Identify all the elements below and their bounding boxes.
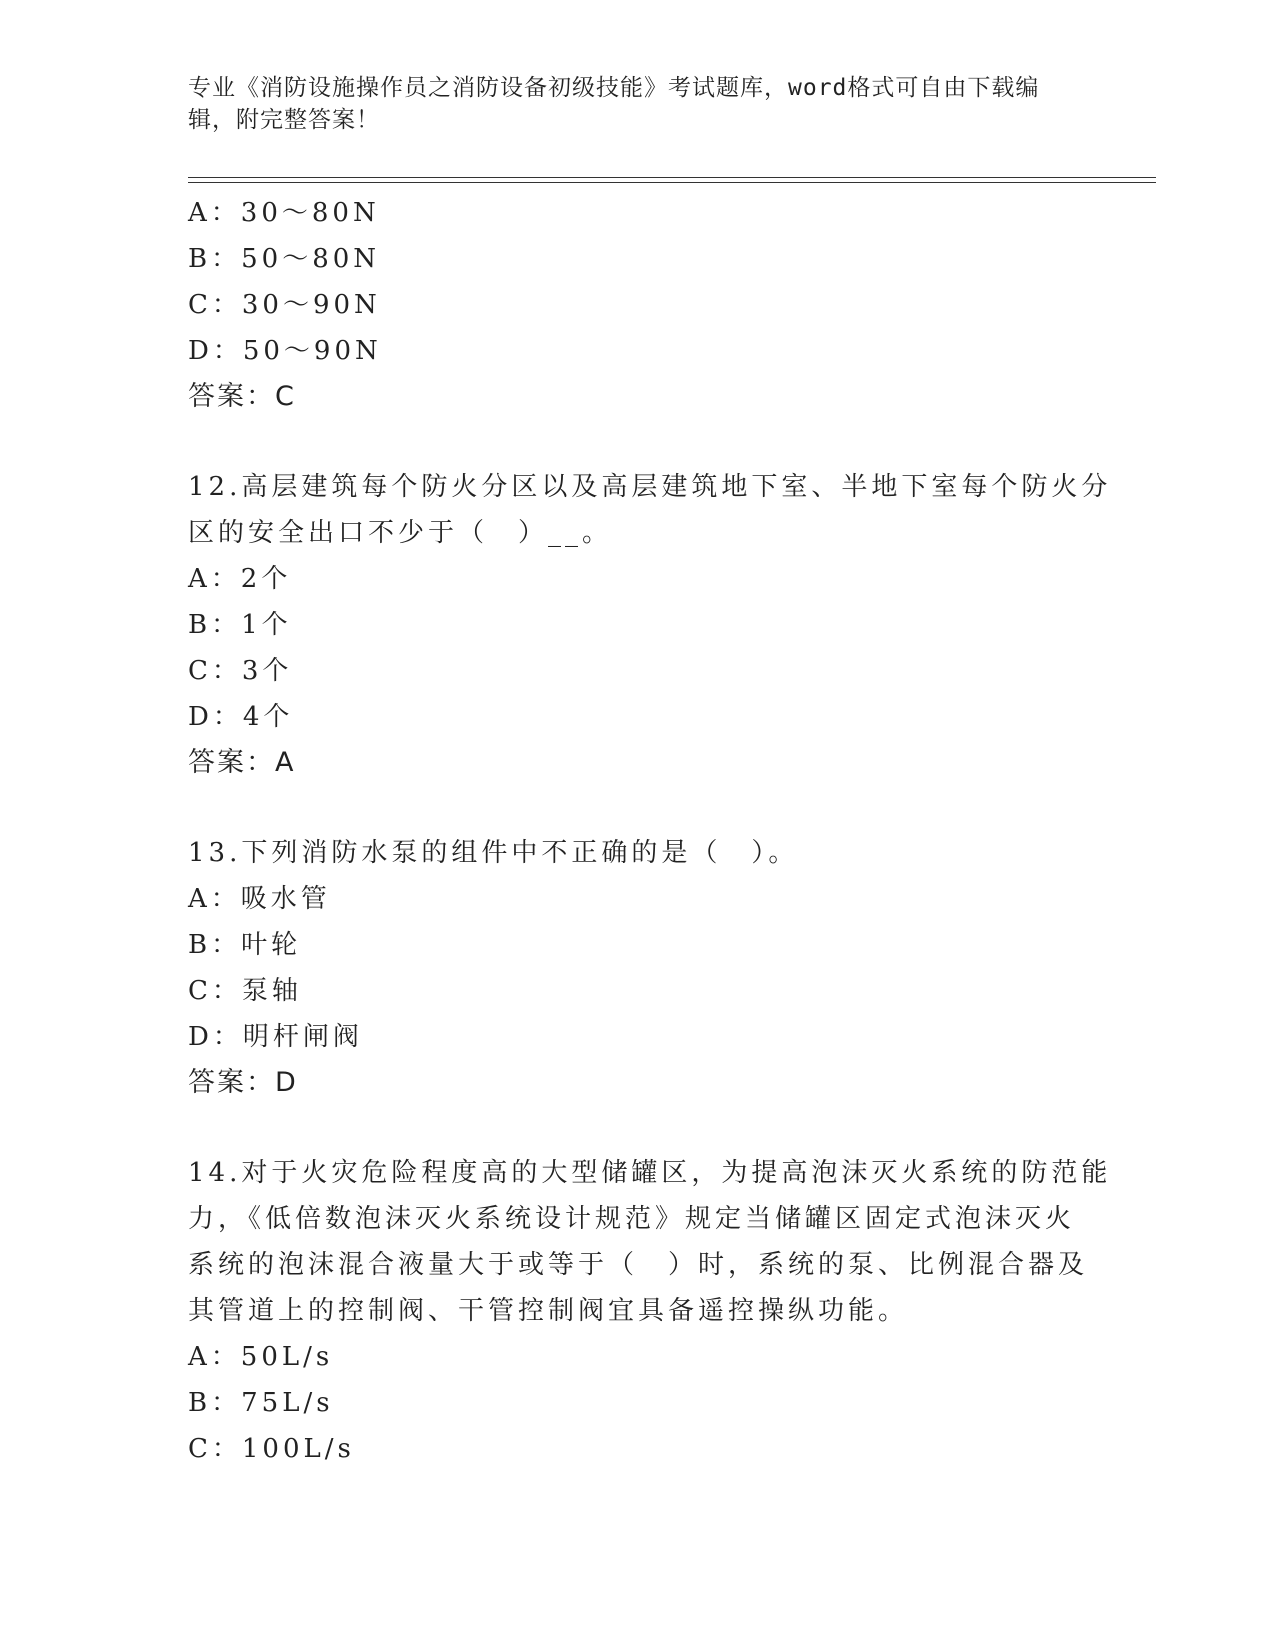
option-c: C：100L/s [188,1434,355,1464]
option-b: B：75L/s [188,1388,334,1418]
question-14 [188,1150,1112,1472]
question-text-line: 13.下列消防水泵的组件中不正确的是（ ）。 [188,838,799,868]
option-a: A：2个 [188,564,292,594]
option-a: A：30～80N [188,198,380,228]
header-line-2: 辑，附完整答案！ [188,107,380,133]
answer: 答案：A [188,747,296,778]
option-c: C：泵轴 [188,976,302,1006]
answer: 答案：C [188,381,296,412]
option-d: D：4个 [188,702,294,732]
question-11 [188,190,1088,420]
question-12 [188,464,1112,786]
question-text-line: 12.高层建筑每个防火分区以及高层建筑地下室、半地下室每个防火分 [188,472,1112,502]
question-list [188,190,1112,1472]
document-header [188,72,1088,136]
option-d: D：明杆闸阀 [188,1022,363,1052]
option-b: B：50～80N [188,244,381,274]
option-b: B：叶轮 [188,930,302,960]
option-d: D：50～90N [188,336,382,366]
option-b: B：1个 [188,610,292,640]
answer: 答案：D [188,1067,298,1098]
question-text-line: 系统的泡沫混合液量大于或等于（ ）时，系统的泵、比例混合器及 [188,1250,1089,1280]
option-a: A：吸水管 [188,884,331,914]
question-text-line: 区的安全出口不少于（ ）__。 [188,518,613,548]
header-divider-top [188,177,1156,178]
option-a: A：50L/s [188,1342,334,1372]
header-divider-bottom [188,182,1156,183]
question-text-line: 力，《低倍数泡沫灭火系统设计规范》规定当储罐区固定式泡沫灭火 [188,1204,1076,1234]
option-c: C：30～90N [188,290,381,320]
header-line-1: 专业《消防设施操作员之消防设备初级技能》考试题库，word格式可自由下载编 [188,75,1040,101]
question-text-line: 其管道上的控制阀、干管控制阀宜具备遥控操纵功能。 [188,1296,909,1326]
option-c: C：3个 [188,656,293,686]
question-13 [188,830,1088,1106]
question-text-line: 14.对于火灾危险程度高的大型储罐区，为提高泡沫灭火系统的防范能 [188,1158,1112,1188]
